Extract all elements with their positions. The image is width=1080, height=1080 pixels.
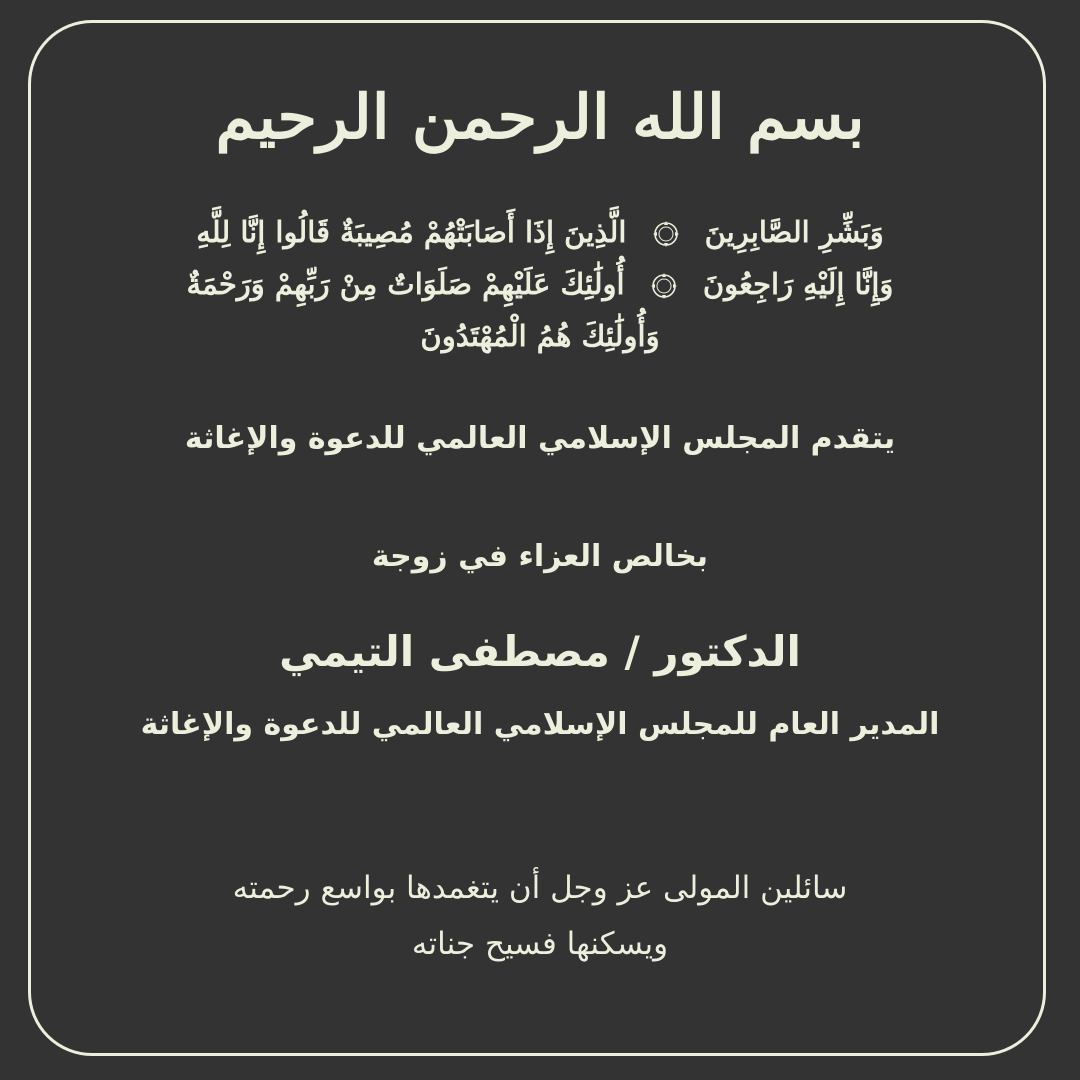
verse-segment: وَبَشِّرِ الصَّابِرِينَ <box>704 215 884 249</box>
verse-segment: وَإِنَّا إِلَيْهِ رَاجِعُونَ <box>702 267 894 301</box>
ayah-end-ornament-icon <box>651 219 681 249</box>
verse-segment: وَأُولَٰئِكَ هُمُ الْمُهْتَدُونَ <box>420 319 660 353</box>
verse-line-1 <box>60 206 1020 258</box>
verse-segment: الَّذِينَ إِذَا أَصَابَتْهُمْ مُصِيبَةٌ قَالُوا إِنَّا لِلَّهِ <box>196 215 627 249</box>
basmala-calligraphy <box>0 62 1080 174</box>
position-title: المدير العام للمجلس الإسلامي العالمي للدعوة والإغاثة <box>140 707 940 742</box>
deceased-relative-name: الدكتور / مصطفى التيمي <box>279 627 801 676</box>
prayer-line-1: سائلين المولى عز وجل أن يتغمدها بواسع رحمته <box>232 870 848 906</box>
quran-verse <box>60 206 1020 362</box>
verse-segment: أُولَٰئِكَ عَلَيْهِمْ صَلَوَاتٌ مِنْ رَبِّهِمْ وَرَحْمَةٌ <box>186 267 625 301</box>
prayer-line-2: ويسكنها فسيح جناته <box>411 926 669 962</box>
presenter-text: يتقدم المجلس الإسلامي العالمي للدعوة والإغاثة <box>184 421 896 456</box>
condolence-text: بخالص العزاء في زوجة <box>371 539 709 574</box>
basmala-text: بسم الله الرحمن الرحيم <box>215 81 865 154</box>
verse-line-3 <box>60 310 1020 362</box>
ayah-end-ornament-icon <box>649 271 679 301</box>
verse-line-2 <box>60 258 1020 310</box>
prayer-text <box>0 860 1080 972</box>
